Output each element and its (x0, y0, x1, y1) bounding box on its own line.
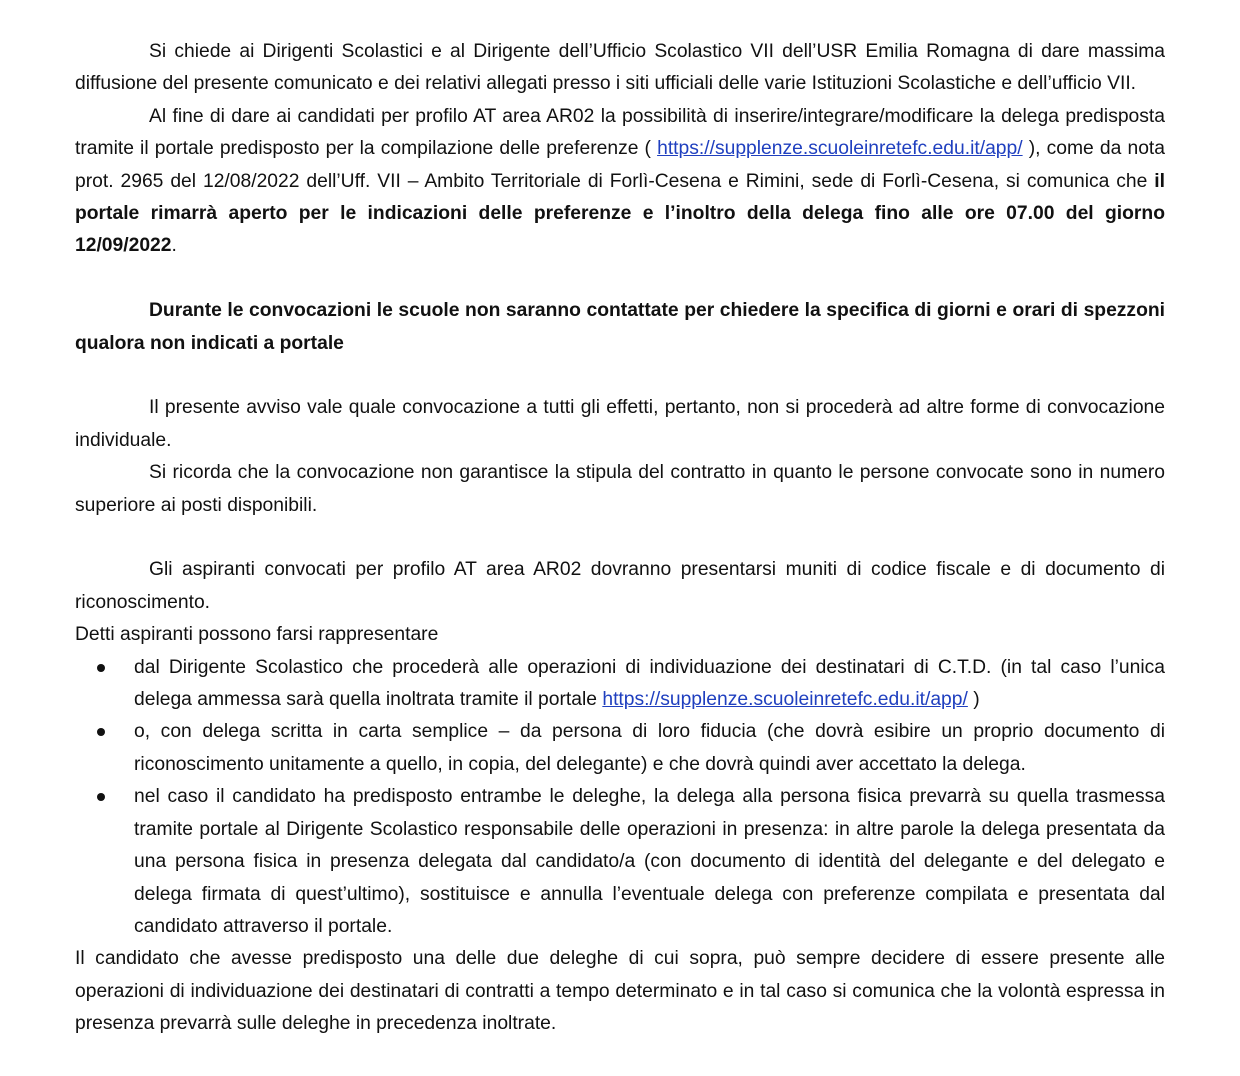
paragraph-avviso: Il presente avviso vale quale convocazione a tutti gli effetti, pertanto, non si procederà ad altre forme di convocazione individuale. (75, 397, 1165, 451)
document-body (75, 36, 1165, 1041)
paragraph-portale (75, 101, 1165, 263)
bullet-icon (97, 728, 105, 736)
paragraph-presenza: Il candidato che avesse predisposto una delle due deleghe di cui sopra, può sempre decidere di essere presente alle operazioni di individuazione dei destinatari di contratti a tempo determinato e in tal caso si comunica che la volontà espressa in presenza prevarrà sulle deleghe in precedenza inoltrate. (75, 948, 1165, 1035)
paragraph-portale-text: Al fine di dare ai candidati per profilo AT area AR02 la possibilità di inserire/integrare/modificare la delega predisposta tramite il portale predisposto per la compilazione delle preferenze ( (75, 105, 1165, 160)
paragraph-ricorda: Si ricorda che la convocazione non garantisce la stipula del contratto in quanto le persone convocate sono in numero superiore ai posti disponibili. (75, 462, 1165, 516)
bullet-icon (97, 664, 105, 672)
paragraph-rappresentare: Detti aspiranti possono farsi rappresentare (75, 624, 439, 646)
paragraph-portale-end: . (171, 235, 177, 257)
paragraph-portale-bold: il portale rimarrà aperto per le indicazioni delle preferenze e l’inoltro della delega fino alle ore 07.00 del giorno 12/09/2022 (75, 170, 1165, 257)
delegation-list (75, 652, 1165, 944)
paragraph-diffusione: Si chiede ai Dirigenti Scolastici e al Dirigente dell’Ufficio Scolastico VII dell’USR Emilia Romagna di dare massima diffusione del presente comunicato e dei relativi allegati presso i siti ufficiali delle varie Istituzioni Scolastiche e dell’ufficio VII. (75, 41, 1165, 95)
bullet-icon (97, 793, 105, 801)
list-item-text: o, con delega scritta in carta semplice – da persona di loro fiducia (che dovrà esibire un proprio documento di riconoscimento unitamente a quello, in copia, del delegante) e che dovrà quindi aver accettato la delega. (134, 721, 1165, 775)
portal-link[interactable]: https://supplenze.scuoleinretefc.edu.it/app/ (657, 138, 1023, 160)
spacer (75, 263, 1165, 295)
list-item-end: ) (967, 689, 980, 711)
spacer (75, 360, 1165, 392)
paragraph-aspiranti: Gli aspiranti convocati per profilo AT area AR02 dovranno presentarsi muniti di codice fiscale e di documento di riconoscimento. (75, 559, 1165, 613)
paragraph-convocazioni-bold: Durante le convocazioni le scuole non saranno contattate per chiedere la specifica di giorni e orari di spezzoni qualora non indicati a portale (75, 300, 1165, 354)
list-item-entrambe-deleghe (75, 781, 1165, 943)
spacer (75, 522, 1165, 554)
paragraph-portale-text-2: ), come da nota prot. 2965 del 12/08/2022 dell’Uff. VII – Ambito Territoriale di Forlì-Cesena e Rimini, sede di Forlì-Cesena, si comunica che (75, 138, 1165, 192)
portal-link-2[interactable]: https://supplenze.scuoleinretefc.edu.it/app/ (602, 689, 968, 711)
list-item-text: dal Dirigente Scolastico che procederà alle operazioni di individuazione dei destinatari di C.T.D. (in tal caso l’unica delega ammessa sarà quella inoltrata tramite il portale (134, 656, 1165, 711)
list-item-text: nel caso il candidato ha predisposto entrambe le deleghe, la delega alla persona fisica prevarrà su quella trasmessa tramite portale al Dirigente Scolastico responsabile delle operazioni in presenza: in altre parole la delega presentata da una persona fisica in presenza delegata dal candidato/a (con documento di identità del delegante e del delegato e delega firmata di quest’ultimo), sostituisce e annulla l’eventuale delega con preferenze compilata e presentata dal candidato attraverso il portale. (134, 786, 1165, 937)
list-item-dirigente (75, 652, 1165, 717)
list-item-delega-scritta (75, 716, 1165, 781)
